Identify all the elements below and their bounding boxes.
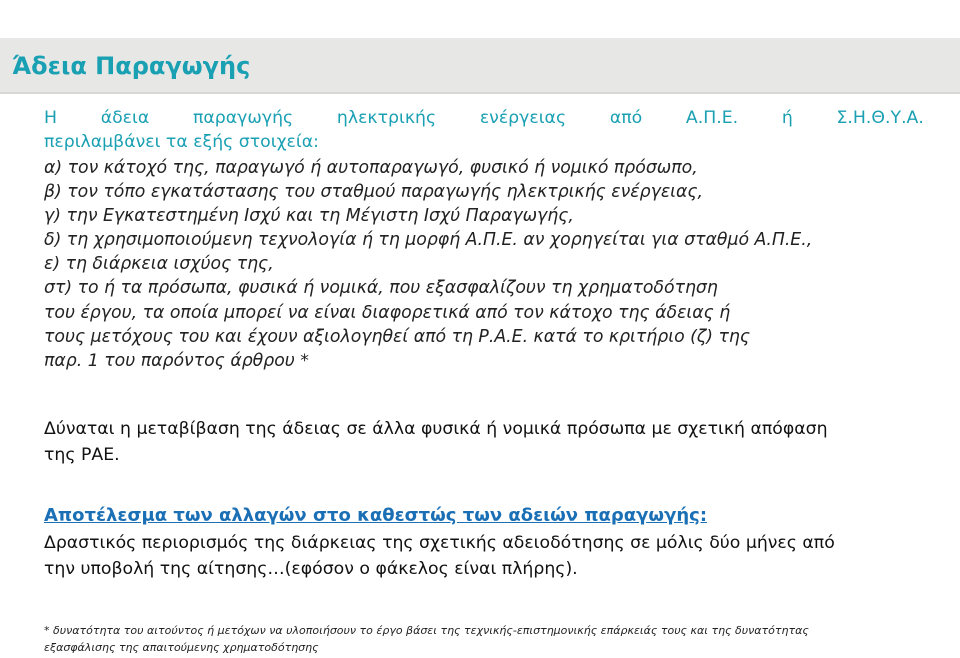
footnote-line: εξασφάλισης της απαιτούμενης χρηματοδότησης — [44, 641, 319, 654]
footnote-line: * δυνατότητα του αιτούντος ή μετόχων να υλοποιήσουν το έργο βάσει της τεχνικής-επιστημονικής επάρκειάς τους και της δυνατότητας — [44, 624, 809, 637]
transfer-line: της ΡΑΕ. — [44, 445, 120, 465]
results-line: Δραστικός περιορισμός της διάρκειας της σχετικής αδειοδότησης σε μόλις δύο μήνες από — [44, 533, 835, 553]
intro-word: Α.Π.Ε. — [685, 108, 739, 128]
list-item: παρ. 1 του παρόντος άρθρου * — [44, 350, 309, 371]
intro-word: παραγωγής — [192, 108, 294, 128]
list-item: στ) το ή τα πρόσωπα, φυσικά ή νομικά, που εξασφαλίζουν τη χρηματοδότηση — [44, 278, 718, 299]
page-title: Άδεια Παραγωγής — [12, 52, 251, 80]
transfer-paragraph — [44, 416, 828, 468]
footnote — [44, 622, 809, 656]
intro-line-1 — [44, 106, 924, 130]
list-item: δ) τη χρησιμοποιούμενη τεχνολογία ή τη μορφή Α.Π.Ε. αν χορηγείται για σταθμό Α.Π.Ε., — [44, 230, 813, 251]
list-item: του έργου, τα οποία μπορεί να είναι διαφορετικά από τον κάτοχο της άδειας ή — [44, 302, 731, 323]
list-item: β) τον τόπο εγκατάστασης του σταθμού παραγωγής ηλεκτρικής ενέργειας, — [44, 182, 704, 203]
intro-word: Σ.Η.Θ.Υ.Α. — [836, 108, 924, 128]
results-paragraph — [44, 530, 835, 582]
list-item: τους μετόχους του και έχουν αξιολογηθεί από τη Ρ.Α.Ε. κατά το κριτήριο (ζ) της — [44, 326, 751, 347]
list-item: ε) τη διάρκεια ισχύος της, — [44, 254, 274, 275]
results-line: την υποβολή της αίτησης…(εφόσον ο φάκελος είναι πλήρης). — [44, 559, 578, 579]
title-bar-divider — [0, 92, 960, 94]
intro-word: ηλεκτρικής — [336, 108, 437, 128]
intro-line-2: περιλαμβάνει τα εξής στοιχεία: — [44, 132, 319, 152]
intro-word: από — [609, 108, 643, 128]
results-heading: Αποτέλεσμα των αλλαγών στο καθεστώς των αδειών παραγωγής: — [44, 505, 708, 526]
license-items-list — [44, 156, 812, 373]
intro-word: Η — [44, 108, 57, 128]
intro-word: ενέργειας — [479, 108, 567, 128]
intro-paragraph — [44, 106, 924, 154]
transfer-line: Δύναται η μεταβίβαση της άδειας σε άλλα φυσικά ή νομικά πρόσωπα με σχετική απόφαση — [44, 419, 828, 439]
intro-word: ή — [781, 108, 793, 128]
list-item: γ) την Εγκατεστημένη Ισχύ και τη Μέγιστη Ισχύ Παραγωγής, — [44, 206, 574, 227]
intro-word: άδεια — [100, 108, 150, 128]
list-item: α) τον κάτοχό της, παραγωγό ή αυτοπαραγωγό, φυσικό ή νομικό πρόσωπο, — [44, 158, 698, 178]
